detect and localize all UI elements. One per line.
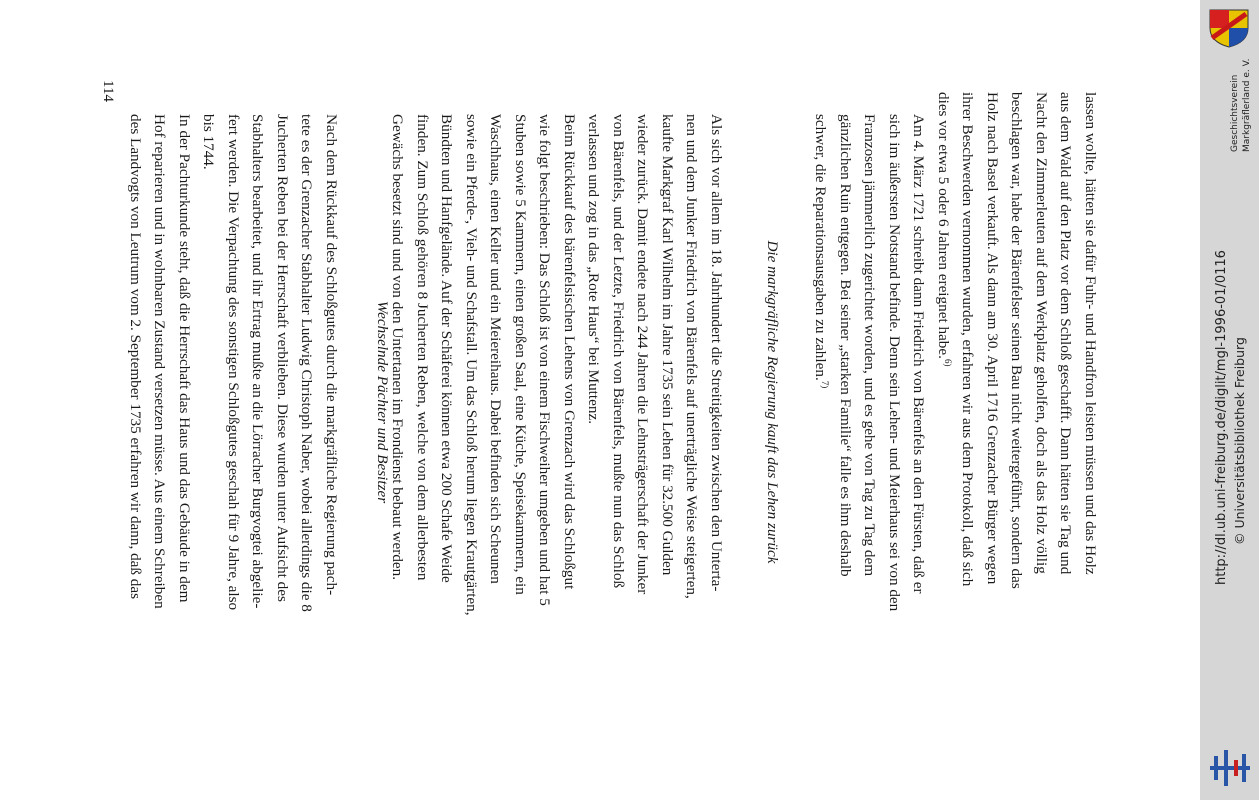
text-line: Gewächs besetzt sind und von den Untertanen im Frondienst bebaut werden.	[389, 114, 407, 581]
paragraph	[196, 92, 343, 712]
text-line: von Bärenfels, und der Letzte, Friedrich von Bärenfels, mußte nun das Schloß	[610, 114, 627, 589]
text-line: Beim Rückkauf des bärenfelsischen Lehens von Grenzach wird das Schloßgut	[561, 114, 578, 590]
society-name-line2: Markgräflerland e. V.	[1242, 58, 1252, 152]
text-line: Hof reparieren und in wohnbaren Zustand versetzen müsse. Aus einem Schreiben	[151, 114, 169, 609]
text-line: fert werden. Die Verpachtung des sonstigen Schloßgutes geschah für 9 Jahre, also	[225, 114, 242, 611]
university-library-logo-icon	[1208, 746, 1252, 790]
text-line: finden. Zum Schloß gehören 8 Jucherten Reben, welche von dem allerbesten	[414, 114, 431, 581]
text-line: dies vor etwa 5 oder 6 Jahren ereignet habe.$^{6)}$	[935, 92, 954, 367]
text-line: des Landvogts von Leutrum vom 2. September 1735 erfahren wir dann, daß das	[127, 114, 144, 600]
text-line: bis 1744.	[200, 114, 218, 170]
text-line: wie folgt beschrieben: Das Schloß ist von einem Fischweiher umgeben und hat 5	[536, 114, 554, 606]
paragraph	[123, 92, 197, 712]
text-line: Bündten und Hanfgelände. Auf der Schäferei können etwa 200 Schafe Weide	[438, 114, 456, 583]
text-line: Holz nach Basel verkauft. Als dann am 30. April 1716 Grenzacher Bürger wegen	[984, 92, 1001, 585]
text-line: nen und dem Junker Friedrich von Bärenfels auf unerträgliche Weise steigerten,	[683, 114, 701, 599]
text-line: Stuben sowie 5 Kammern, einen großen Saal, eine Küche, Speisekammern, ein	[512, 114, 529, 595]
text-line: tete es der Grenzacher Stabhalter Ludwig Christoph Naber, wobei allerdings die 8	[298, 114, 316, 612]
text-line: verlassen und zog in das „Rote Haus“ bei Muttenz.	[585, 114, 603, 424]
page-number: 114	[100, 80, 116, 102]
society-name-line1: Geschichtsverein	[1230, 74, 1240, 152]
section-heading-lehen: Die markgräfliche Regierung kauft das Lehen zurück	[764, 240, 781, 564]
text-line: Als sich vor allem im 18. Jahrhundert die Streitigkeiten zwischen den Unterta-	[708, 114, 725, 592]
paragraph	[808, 92, 931, 712]
text-line: aus dem Wald auf den Platz vor dem Schloß geschafft. Dann hätten sie Tag und	[1057, 92, 1075, 575]
text-line: lassen wollte, hätten sie dafür Fuhr- und Handfron leisten müssen und das Holz	[1082, 92, 1099, 575]
coat-of-arms-icon	[1206, 8, 1252, 48]
paragraph	[931, 92, 1103, 712]
text-line: sich im äußersten Notstand befinde. Denn sein Lehen- und Meierhaus sei von den	[886, 114, 903, 612]
text-line: Waschhaus, einen Keller und ein Meiereihaus. Dabei befinden sich Scheunen	[487, 114, 505, 584]
text-line: Am 4. März 1721 schreibt dann Friedrich von Bärenfels an den Fürsten, daß er	[910, 114, 928, 594]
copyright-notice: © Universitätsbibliothek Freiburg	[1232, 337, 1247, 545]
text-line: Nach dem Rückkauf des Schloßgutes durch die markgräfliche Regierung pach-	[323, 114, 340, 596]
text-line: Nacht den Zimmerleuten auf dem Werkplatz geholfen, doch als das Holz völlig	[1033, 92, 1050, 574]
text-line: sowie ein Pferde-, Vieh- und Schafstall. Um das Schloß herum liegen Krautgärten,	[463, 114, 480, 616]
section-heading-paechter: Wechselnde Pächter und Besitzer	[374, 300, 391, 504]
text-line: Stabhalters bearbeitet, und ihr Ertrag mußte an die Lörracher Burgvogtei abgelie-	[249, 114, 267, 609]
paragraph	[385, 92, 581, 712]
footnote-ref: 6)	[943, 358, 954, 367]
text-line: ihrer Beschwerden vernommen wurden, erfahren wir aus dem Protokoll, daß sich	[959, 92, 977, 587]
text-line: gänzlichen Ruin entgegen. Bei seiner „starken Familie“ falle es ihm deshalb	[837, 114, 854, 577]
text-line: schwer, die Reparationsausgaben zu zahlen.$^{7)}$	[812, 114, 831, 389]
library-sidebar	[1200, 0, 1259, 800]
text-line: In der Pachturkunde steht, daß die Herrschaft das Haus und das Gebäude in dem	[176, 114, 193, 603]
paragraph	[581, 92, 728, 712]
text-line: Jucherten Reben bei der Herrschaft verblieben. Diese wurden unter Aufsicht des	[274, 114, 291, 602]
text-line: kaufte Markgraf Karl Wilhelm im Jahre 1735 sein Lehen für 32.500 Gulden	[659, 114, 676, 576]
text-line: beschlagen war, habe der Bärenfelser seinen Bau nicht weitergeführt, sondern das	[1008, 92, 1026, 589]
text-line: Franzosen jämmerlich zugerichtet worden, und es gehe von Tag zu Tag dem	[861, 114, 879, 577]
text-line: wieder zurück. Damit endete nach 244 Jahren die Lehnsträgerschaft der Junker	[634, 114, 652, 595]
source-url-link[interactable]: http://dl.ub.uni-freiburg.de/diglit/mgl-1996-01/0116	[1214, 250, 1229, 585]
footnote-ref: 7)	[820, 380, 831, 389]
